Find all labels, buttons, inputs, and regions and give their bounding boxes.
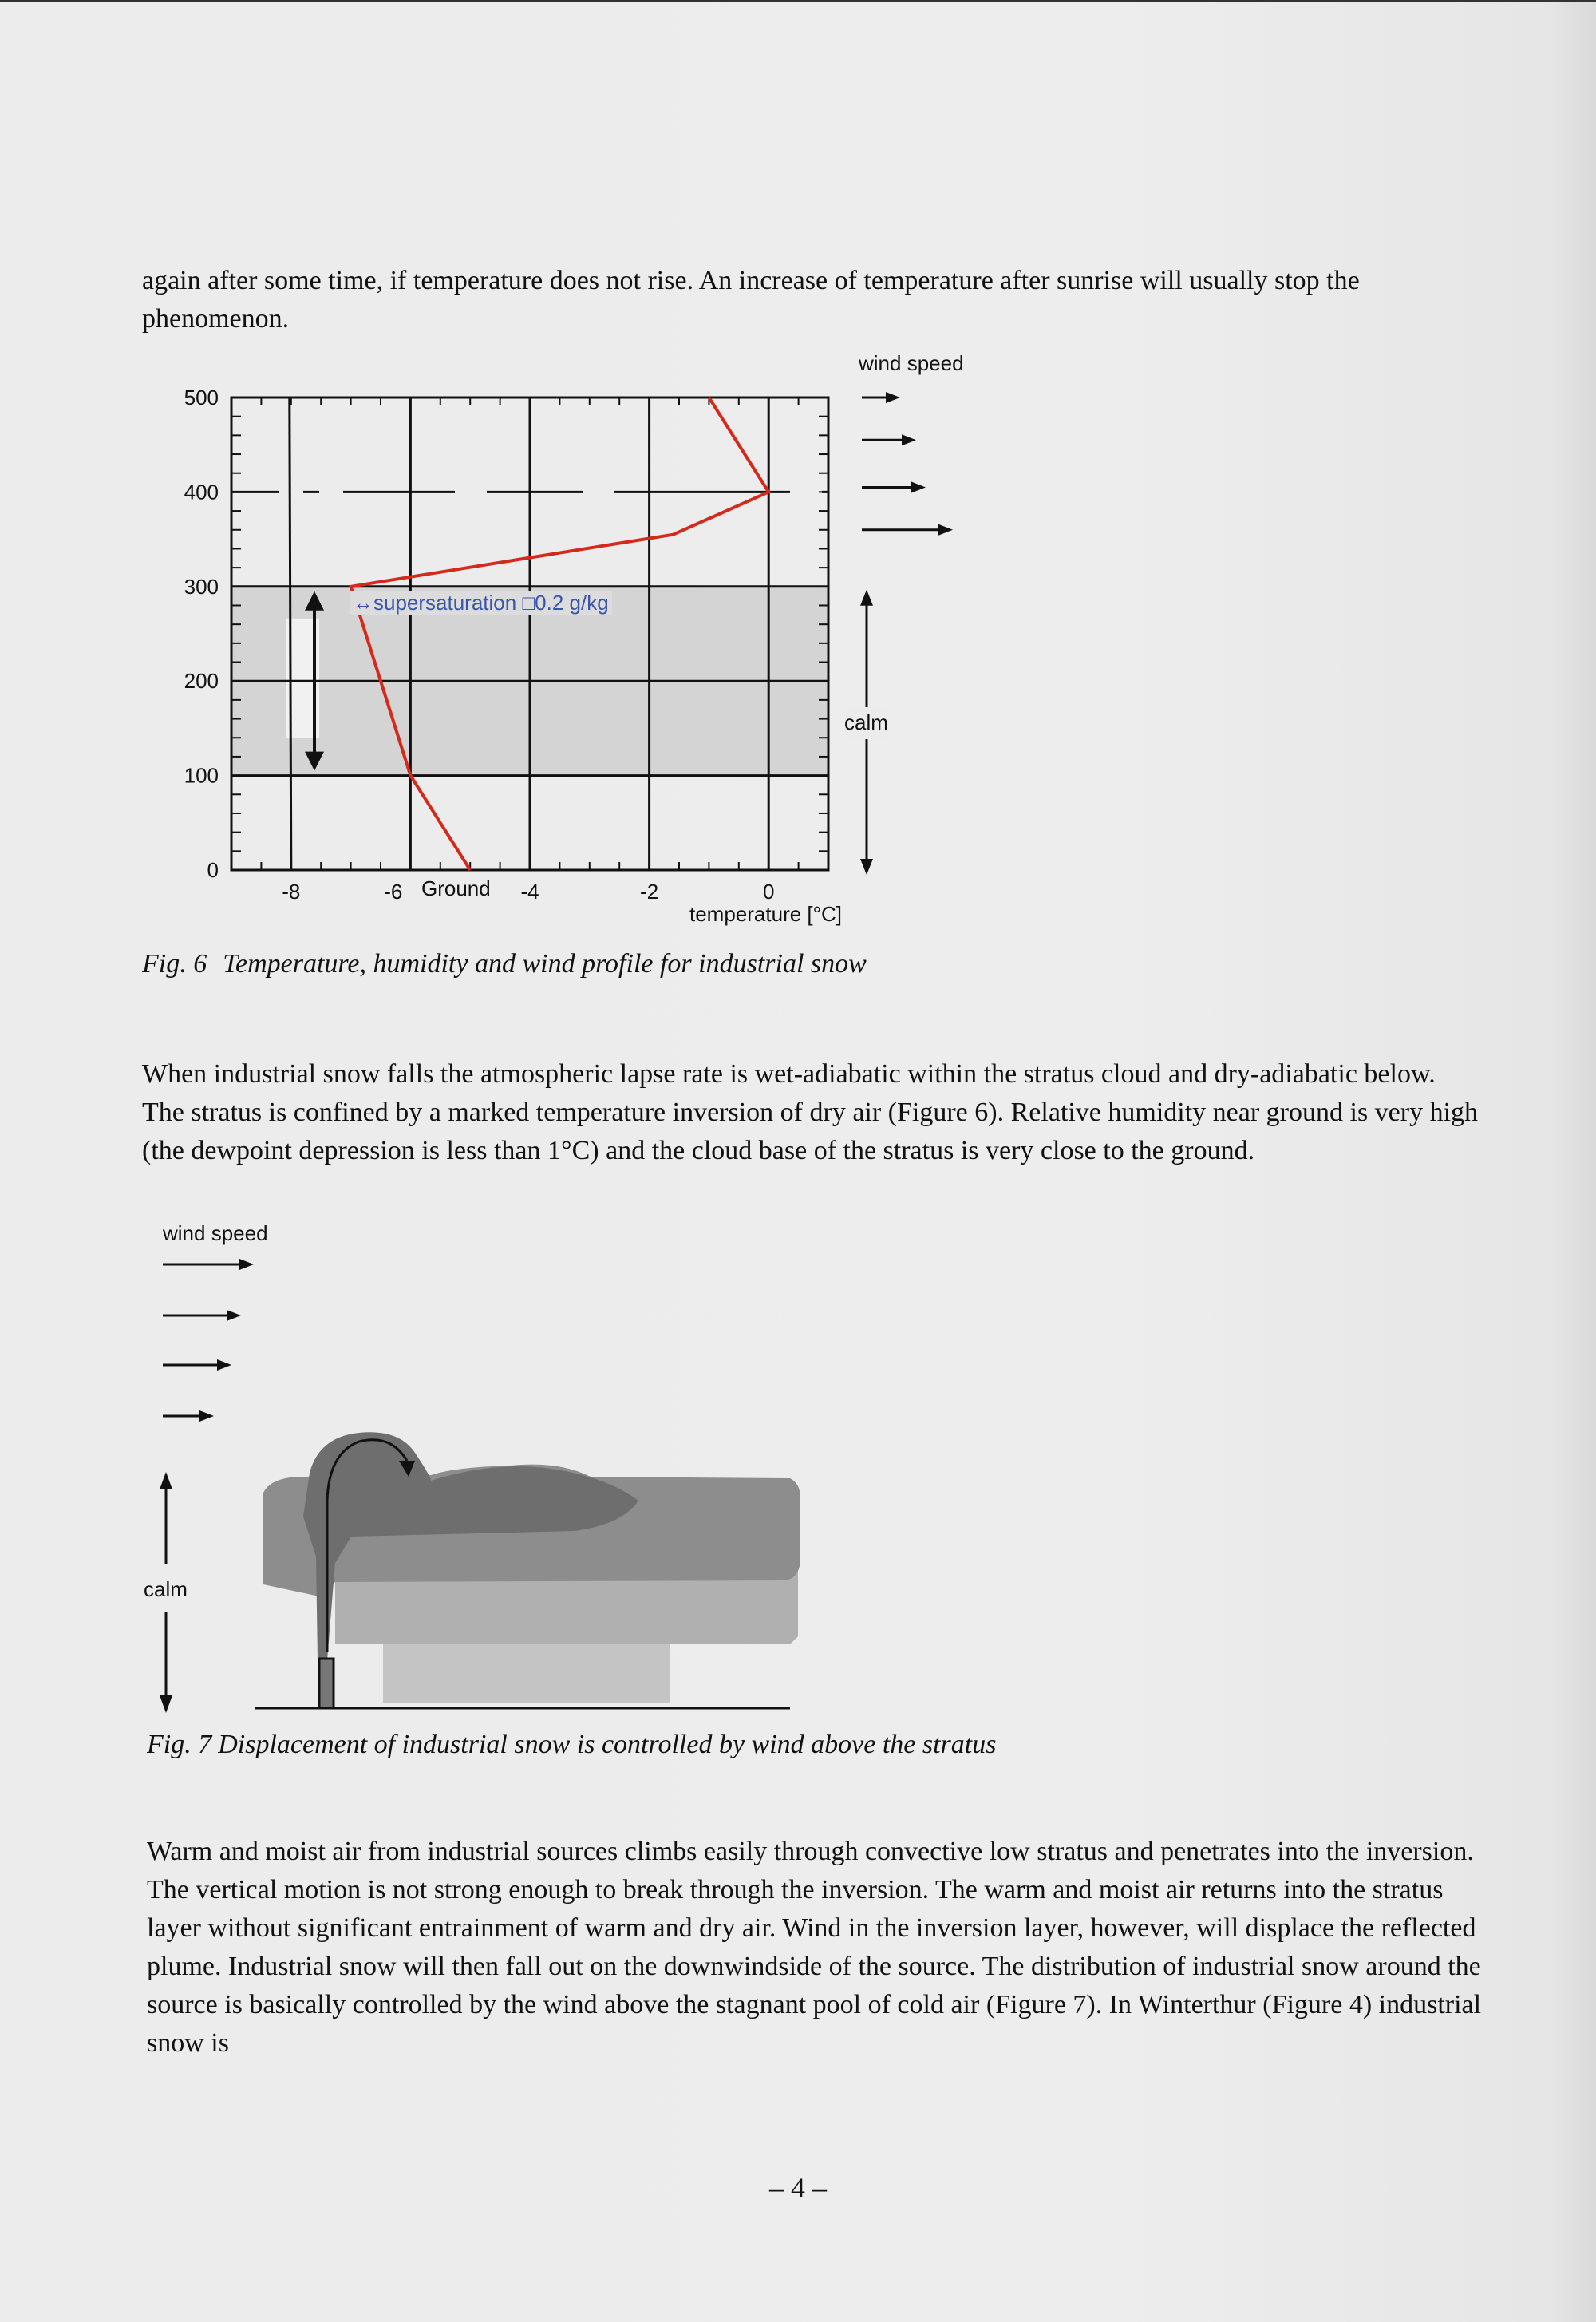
fig6-calm-arrowhead-up	[860, 590, 873, 606]
fig6-supersaturation-annotation: ↔supersaturation □0.2 g/kg	[350, 591, 612, 615]
fig6-calm-label: calm	[844, 710, 888, 734]
fig7-wind-arrowhead	[217, 1359, 231, 1371]
fig6-x-tick-label: -8	[282, 880, 301, 904]
fig6-wind-arrowhead	[938, 524, 953, 536]
fig6-wind-arrowhead	[911, 481, 926, 492]
paragraph-lapse-rate: When industrial snow falls the atmospheric lapse rate is wet-adiabatic within the stratus cloud and dry-adiabatic below. The stratus is confined by a marked temperature inversion of dry air (Figure 6). Relative humidity near ground is very high (the dewpoint depression is less than 1°C) and the cloud base of the stratus is very close to the ground.	[142, 1059, 1479, 1165]
fig7-calm-arrowhead-down	[160, 1695, 172, 1713]
fig6-caption	[142, 947, 867, 982]
fig6-x-tick-label: 0	[762, 880, 775, 904]
fig7-caption-number: Fig. 7	[147, 1730, 212, 1759]
fig7-wind-arrowhead	[227, 1310, 241, 1321]
fig6-y-tick-label: 200	[184, 669, 219, 694]
fig6-y-tick-label: 0	[207, 858, 219, 882]
fig7-chimney	[319, 1659, 334, 1708]
fig7-calm-arrowhead-up	[160, 1472, 172, 1489]
fig6-ground-label: Ground	[421, 876, 491, 900]
fig6-wind-arrowhead	[886, 392, 900, 403]
paragraph-intro: again after some time, if temperature does not rise. An increase of temperature after sunrise will usually stop the phenomenon.	[142, 266, 1360, 334]
fig7-wind-arrowhead	[200, 1410, 214, 1422]
fig7-caption	[147, 1727, 996, 1762]
fig6-y-tick-label: 400	[184, 480, 219, 504]
fig6-x-tick-label: -2	[640, 880, 659, 904]
fig6-xlabel: temperature [°C]	[689, 902, 843, 926]
fig6-y-tick-label: 100	[184, 763, 219, 788]
fig6-y-tick-label: 500	[184, 386, 219, 409]
fig6-x-tick-label: -4	[520, 880, 539, 904]
paragraph-industrial-sources: Warm and moist air from industrial sources climbs easily through convective low stratus and penetrates into the inversion. The vertical motion is not strong enough to break through the inversion. The warm and moist air returns into the stratus layer without significant entrainment of warm and dry air. Wind in the inversion layer, however, will displace the reflected plume. Industrial snow will then fall out on the downwindside of the source. The distribution of industrial snow around the source is basically controlled by the wind above the stagnant pool of cold air (Figure 7). In Winterthur (Figure 4) industrial snow is	[147, 1837, 1482, 2058]
fig6-y-tick-label: 300	[184, 574, 219, 599]
fig7-wind-label: wind speed	[163, 1221, 268, 1245]
fig6-wind-label: wind speed	[859, 351, 964, 375]
fig7-fallout-shadow	[383, 1644, 670, 1703]
fig6-caption-number: Fig. 6	[142, 949, 207, 979]
fig6-vgrid	[290, 398, 291, 870]
page-number: – 4 –	[769, 2172, 827, 2204]
fig6-x-tick-label: -6	[384, 880, 403, 904]
fig7-calm-label: calm	[144, 1577, 188, 1601]
fig6-wind-arrowhead	[902, 434, 916, 445]
fig7-wind-arrowhead	[239, 1259, 254, 1270]
fig6-calm-arrowhead-down	[860, 859, 873, 875]
fig6-caption-text: Temperature, humidity and wind profile for industrial snow	[223, 949, 867, 979]
fig7-caption-text: Displacement of industrial snow is controlled by wind above the stratus	[218, 1730, 997, 1759]
